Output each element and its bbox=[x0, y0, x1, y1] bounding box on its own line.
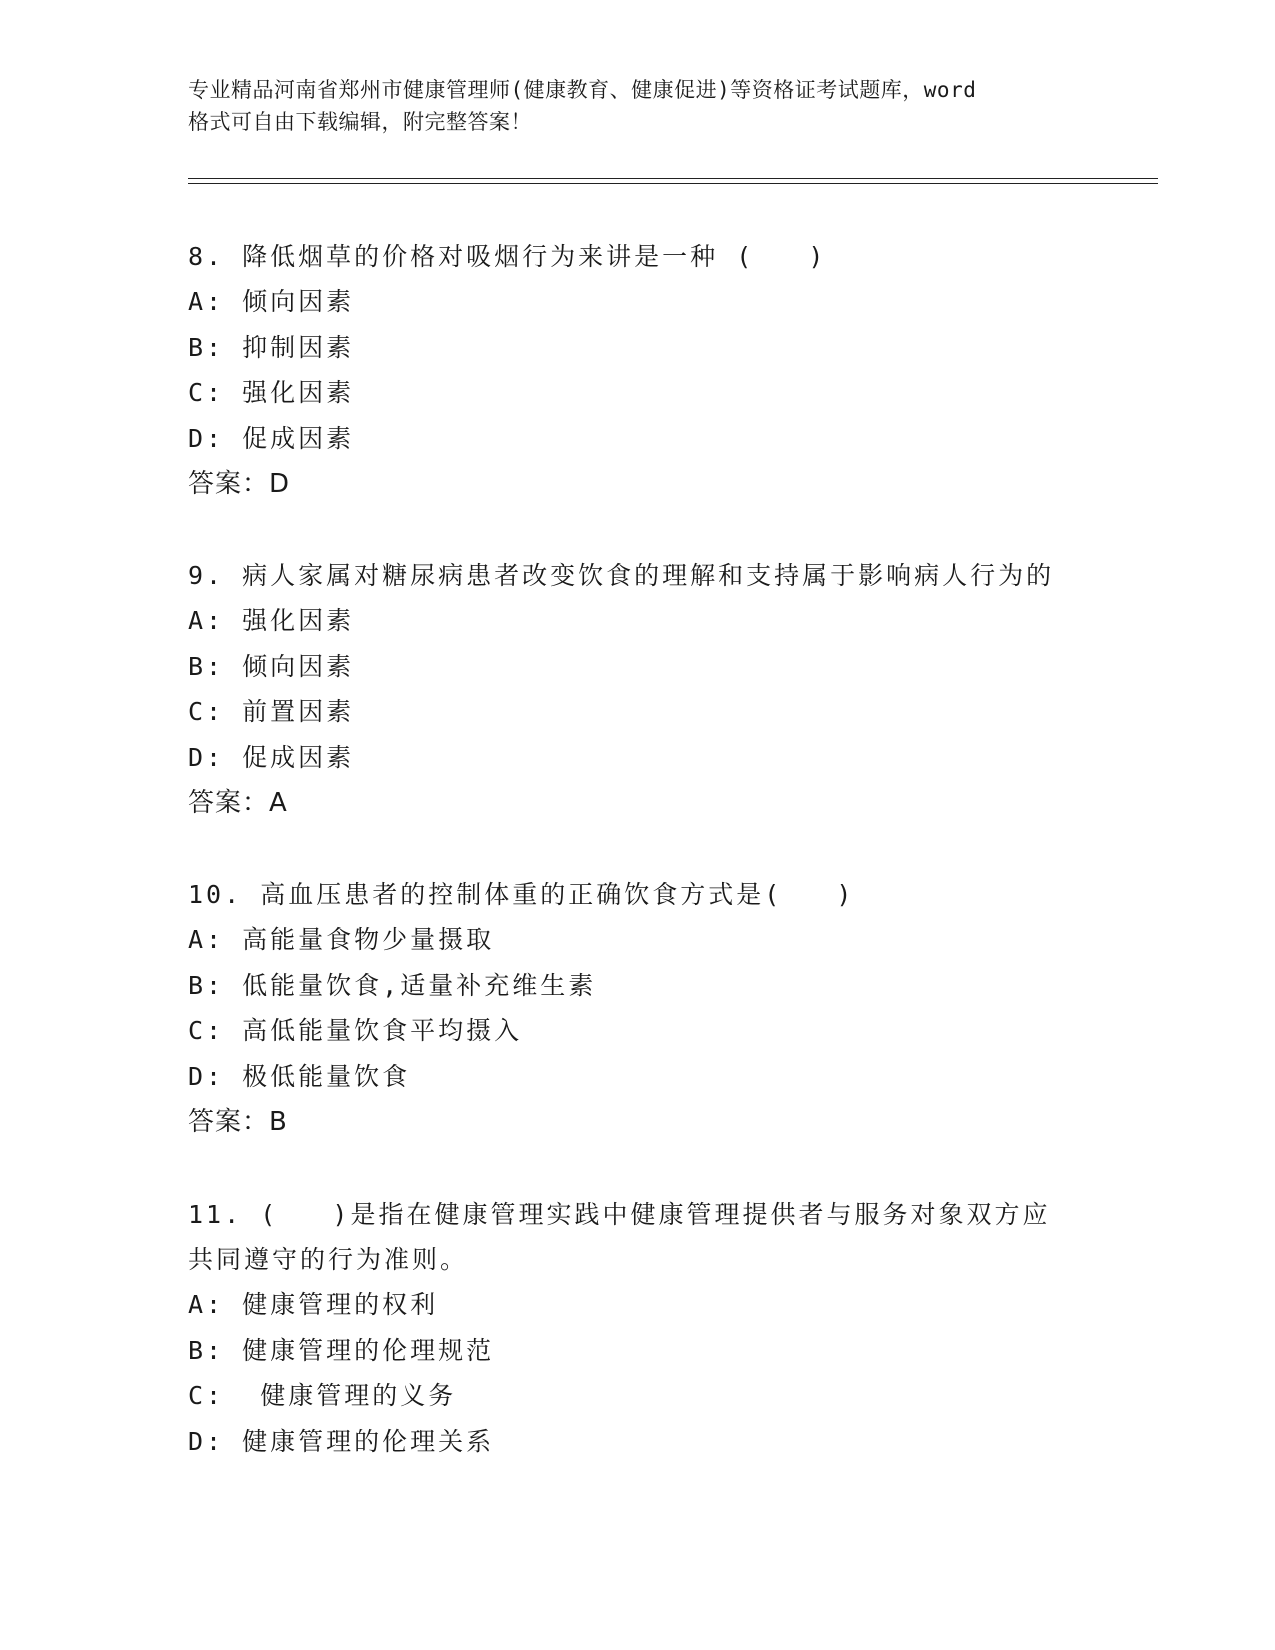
header-rule-top bbox=[188, 178, 1158, 179]
option-d: D: 促成因素 bbox=[188, 742, 355, 772]
question-8 bbox=[188, 234, 1088, 507]
question-stem: 8. 降低烟草的价格对吸烟行为来讲是一种 ( ) bbox=[188, 242, 827, 271]
document-header bbox=[188, 74, 1088, 138]
option-a: A: 倾向因素 bbox=[188, 287, 355, 316]
header-line-2: 格式可自由下载编辑，附完整答案！ bbox=[188, 110, 532, 134]
option-a: A: 健康管理的权利 bbox=[188, 1290, 439, 1319]
header-rule-bottom bbox=[188, 183, 1158, 184]
option-d: D: 极低能量饮食 bbox=[188, 1061, 411, 1091]
option-a: A: 高能量食物少量摄取 bbox=[188, 925, 495, 954]
option-c: C: 高低能量饮食平均摄入 bbox=[188, 1016, 523, 1045]
option-c: C: 前置因素 bbox=[188, 697, 355, 726]
question-stem: 10. 高血压患者的控制体重的正确饮食方式是( ) bbox=[188, 880, 855, 909]
answer: 答案：A bbox=[188, 788, 288, 818]
answer: 答案：D bbox=[188, 469, 291, 499]
option-d: D: 健康管理的伦理关系 bbox=[188, 1426, 495, 1456]
option-c: C: 健康管理的义务 bbox=[188, 1381, 457, 1410]
answer: 答案：B bbox=[188, 1107, 288, 1137]
option-a: A: 强化因素 bbox=[188, 606, 355, 635]
option-b: B: 倾向因素 bbox=[188, 651, 355, 681]
question-stem-line-2: 共同遵守的行为准则。 bbox=[188, 1245, 469, 1274]
question-9 bbox=[188, 553, 1088, 826]
question-stem-line-1: 11. ( )是指在健康管理实践中健康管理提供者与服务对象双方应 bbox=[188, 1200, 1051, 1229]
option-b: B: 低能量饮食,适量补充维生素 bbox=[188, 970, 597, 1000]
option-b: B: 健康管理的伦理规范 bbox=[188, 1335, 495, 1365]
option-b: B: 抑制因素 bbox=[188, 332, 355, 362]
question-stem: 9. 病人家属对糖尿病患者改变饮食的理解和支持属于影响病人行为的 bbox=[188, 561, 1055, 590]
option-d: D: 促成因素 bbox=[188, 423, 355, 453]
option-c: C: 强化因素 bbox=[188, 378, 355, 407]
header-line-1: 专业精品河南省郑州市健康管理师(健康教育、健康促进)等资格证考试题库，word bbox=[188, 78, 977, 102]
question-10 bbox=[188, 872, 1088, 1145]
question-11 bbox=[188, 1192, 1088, 1464]
